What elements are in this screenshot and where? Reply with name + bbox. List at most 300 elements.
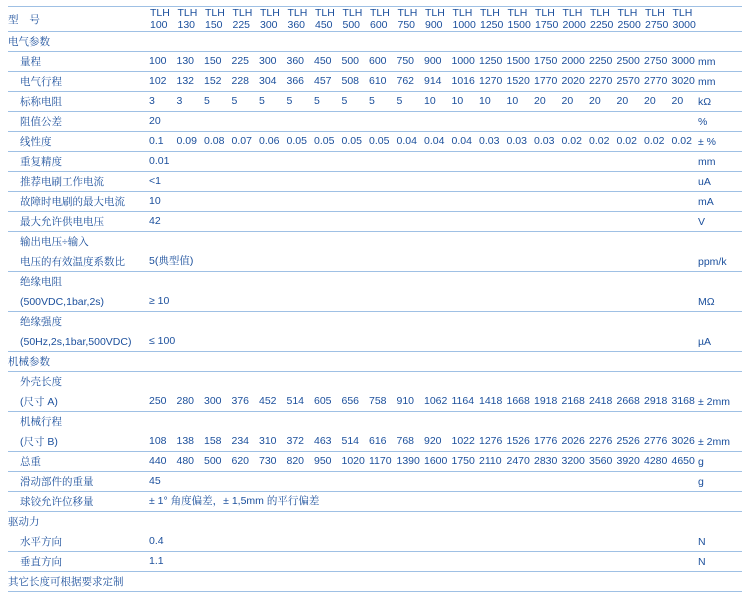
row-values xyxy=(148,132,698,152)
row-unit: ± 2mm xyxy=(698,392,742,412)
row-values xyxy=(148,392,698,412)
value-cell: 20 xyxy=(644,95,656,107)
row-values xyxy=(148,52,698,72)
table-row xyxy=(8,412,742,432)
value-row xyxy=(148,212,698,231)
row-values xyxy=(148,272,698,292)
row-values xyxy=(148,252,698,272)
model-cell: TLH 2750 xyxy=(645,7,669,31)
value-cell: 0.03 xyxy=(479,135,500,147)
section-mechanical-spacer xyxy=(148,352,698,372)
value-cell: 1164 xyxy=(451,395,475,407)
table-row-footer-note xyxy=(8,572,742,592)
value-cell: 300 xyxy=(204,395,222,407)
value-row xyxy=(148,552,698,571)
value-cell: 228 xyxy=(231,75,250,87)
value-cell: 0.07 xyxy=(231,135,252,147)
value-cell: 45 xyxy=(149,475,161,487)
value-cell: 130 xyxy=(176,55,195,67)
row-unit xyxy=(698,492,742,512)
footer-note: 其它长度可根据要求定制 xyxy=(8,572,742,592)
row-values xyxy=(148,312,698,332)
value-cell: 0.04 xyxy=(424,135,445,147)
value-cell: 1600 xyxy=(424,455,448,467)
row-unit: mm xyxy=(698,152,742,172)
table-row xyxy=(8,92,742,112)
value-cell: 20 xyxy=(616,95,629,107)
value-cell: 600 xyxy=(369,55,387,67)
value-cell: 225 xyxy=(231,55,250,67)
value-cell: 2168 xyxy=(561,395,585,407)
value-cell: 10 xyxy=(479,95,491,107)
row-label: 外壳长度 xyxy=(20,376,62,388)
table-row xyxy=(8,212,742,232)
table-row xyxy=(8,452,742,472)
row-unit: % xyxy=(698,112,742,132)
value-cell: 0.1 xyxy=(149,135,164,147)
row-label: 电压的有效温度系数比 xyxy=(8,252,148,272)
value-row xyxy=(148,492,698,511)
model-header-values xyxy=(148,7,698,32)
value-cell: 2668 xyxy=(616,395,640,407)
model-cell: TLH 300 xyxy=(260,7,280,31)
value-cell: 0.05 xyxy=(341,135,362,147)
row-unit: ppm/k xyxy=(698,252,742,272)
value-cell: <1 xyxy=(149,175,161,187)
value-cell: 250 xyxy=(149,395,167,407)
row-label: 重复精度 xyxy=(8,152,148,172)
value-cell: 616 xyxy=(369,435,387,447)
value-cell: 820 xyxy=(286,455,305,467)
value-cell: 304 xyxy=(259,75,277,87)
value-row xyxy=(148,172,698,191)
value-cell: 1526 xyxy=(506,435,530,447)
row-values xyxy=(148,492,698,512)
row-values xyxy=(148,452,698,472)
row-values xyxy=(148,112,698,132)
value-cell: 132 xyxy=(176,75,195,87)
model-cell: TLH 2250 xyxy=(590,7,614,31)
model-header-row xyxy=(148,7,698,31)
model-cell: TLH 2000 xyxy=(562,7,586,31)
section-title-electrical: 电气参数 xyxy=(8,32,148,52)
model-cell: TLH 500 xyxy=(342,7,363,31)
value-cell: ≥ 10 xyxy=(149,295,170,307)
value-cell: 758 xyxy=(369,395,387,407)
row-label: 标称电阻 xyxy=(8,92,148,112)
value-cell: 1276 xyxy=(479,435,503,447)
table-row xyxy=(8,252,742,272)
value-cell: 0.04 xyxy=(451,135,472,147)
value-row xyxy=(148,472,698,491)
row-label: 最大允许供电电压 xyxy=(8,212,148,232)
value-cell: 20 xyxy=(561,95,574,107)
row-label: 总重 xyxy=(8,452,148,472)
table-row xyxy=(8,72,742,92)
value-cell: 920 xyxy=(424,435,442,447)
value-cell: 1770 xyxy=(534,75,558,87)
row-label: 垂直方向 xyxy=(8,552,148,572)
value-cell: 0.09 xyxy=(176,135,197,147)
model-cell: TLH 900 xyxy=(425,7,445,31)
value-cell: 0.04 xyxy=(396,135,417,147)
value-cell: 3020 xyxy=(671,75,695,87)
section-electrical-spacer xyxy=(148,32,698,52)
row-unit: g xyxy=(698,472,742,492)
row-label: 电气行程 xyxy=(8,72,148,92)
row-label: 故障时电刷的最大电流 xyxy=(8,192,148,212)
table-row xyxy=(8,272,742,292)
value-cell: 376 xyxy=(231,395,250,407)
row-unit: ± % xyxy=(698,132,742,152)
value-cell: 20 xyxy=(589,95,601,107)
value-cell: 20 xyxy=(534,95,546,107)
value-cell: 500 xyxy=(341,55,360,67)
value-cell: 152 xyxy=(204,75,222,87)
value-cell: 0.02 xyxy=(589,135,610,147)
value-cell: 1520 xyxy=(506,75,530,87)
section-title-driving: 驱动力 xyxy=(8,516,40,528)
value-cell: 2250 xyxy=(589,55,613,67)
value-cell: 0.02 xyxy=(671,135,692,147)
row-label: 推荐电刷工作电流 xyxy=(8,172,148,192)
value-row xyxy=(148,152,698,171)
value-cell: 1000 xyxy=(451,55,475,67)
value-cell: 4650 xyxy=(671,455,695,467)
value-cell: 0.08 xyxy=(204,135,225,147)
value-row xyxy=(148,452,698,471)
table-row xyxy=(8,472,742,492)
model-cell: TLH 600 xyxy=(370,7,390,31)
value-cell: 310 xyxy=(259,435,277,447)
table-row xyxy=(8,532,742,552)
model-cell: TLH 1000 xyxy=(452,7,476,31)
row-label: 滑动部件的重量 xyxy=(8,472,148,492)
value-cell: 762 xyxy=(396,75,415,87)
table-row xyxy=(8,492,742,512)
row-values xyxy=(148,332,698,352)
row-unit xyxy=(698,372,742,392)
row-values xyxy=(148,372,698,392)
value-cell: 3 xyxy=(176,95,183,107)
row-unit: ± 2mm xyxy=(698,432,742,452)
value-cell: 0.02 xyxy=(644,135,665,147)
value-cell: 3000 xyxy=(671,55,695,67)
value-cell: 3168 xyxy=(671,395,695,407)
value-cell: 2770 xyxy=(644,75,668,87)
value-cell: 2418 xyxy=(589,395,613,407)
row-label: 线性度 xyxy=(8,132,148,152)
row-values xyxy=(148,152,698,172)
value-cell: 5 xyxy=(341,95,348,107)
value-cell: 0.03 xyxy=(506,135,527,147)
table-row-section-mechanical xyxy=(8,352,742,372)
model-cell: TLH 1250 xyxy=(480,7,504,31)
table-row xyxy=(8,432,742,452)
value-cell: 508 xyxy=(341,75,360,87)
row-unit xyxy=(698,232,742,252)
value-cell: 100 xyxy=(149,55,167,67)
row-unit: kΩ xyxy=(698,92,742,112)
row-values xyxy=(148,292,698,312)
value-cell: 0.02 xyxy=(616,135,637,147)
value-row xyxy=(148,132,698,151)
row-unit: N xyxy=(698,532,742,552)
value-row xyxy=(148,252,698,271)
value-cell: 1500 xyxy=(506,55,530,67)
table-row xyxy=(8,112,742,132)
value-cell: 1418 xyxy=(479,395,503,407)
value-cell: 234 xyxy=(231,435,250,447)
value-cell: 2020 xyxy=(561,75,585,87)
row-unit: uA xyxy=(698,172,742,192)
row-values xyxy=(148,212,698,232)
row-values xyxy=(148,532,698,552)
value-cell: 2270 xyxy=(589,75,613,87)
value-cell: 10 xyxy=(149,195,161,207)
value-row xyxy=(148,192,698,211)
value-row xyxy=(148,112,698,131)
row-label: (50Hz,2s,1bar,500VDC) xyxy=(8,332,148,352)
value-cell: 2830 xyxy=(534,455,558,467)
value-cell: 20 xyxy=(149,115,161,127)
value-cell: 3200 xyxy=(561,455,585,467)
model-cell: TLH 1500 xyxy=(507,7,531,31)
row-values xyxy=(148,412,698,432)
value-cell: 656 xyxy=(341,395,360,407)
value-cell: 1750 xyxy=(451,455,475,467)
row-unit: mm xyxy=(698,52,742,72)
row-values xyxy=(148,552,698,572)
value-cell: 5 xyxy=(259,95,265,107)
value-cell: 1270 xyxy=(479,75,503,87)
value-cell: 138 xyxy=(176,435,195,447)
value-cell: 2470 xyxy=(506,455,530,467)
value-cell: 3 xyxy=(149,95,155,107)
section-driving-spacer xyxy=(148,512,698,532)
value-cell: 2776 xyxy=(644,435,668,447)
value-cell: 3920 xyxy=(616,455,640,467)
row-label: 输出电压÷输入 xyxy=(20,236,89,248)
value-row xyxy=(148,432,698,451)
row-label: (尺寸 A) xyxy=(8,392,148,412)
value-cell: 3560 xyxy=(589,455,613,467)
value-cell: 610 xyxy=(369,75,387,87)
model-cell: TLH 150 xyxy=(205,7,225,31)
table-row-section-electrical xyxy=(8,32,742,52)
value-cell: 10 xyxy=(451,95,464,107)
value-cell: 2026 xyxy=(561,435,585,447)
value-cell: 10 xyxy=(506,95,519,107)
row-label: (尺寸 B) xyxy=(8,432,148,452)
value-cell: 2000 xyxy=(561,55,585,67)
value-cell: 1390 xyxy=(396,455,420,467)
value-cell: 300 xyxy=(259,55,277,67)
table-row xyxy=(8,232,742,252)
value-cell: 914 xyxy=(424,75,442,87)
row-unit xyxy=(698,312,742,332)
row-label: 绝缘强度 xyxy=(20,316,62,328)
model-cell: TLH 360 xyxy=(287,7,308,31)
value-cell: 108 xyxy=(149,435,167,447)
value-row xyxy=(148,92,698,111)
value-cell: 620 xyxy=(231,455,250,467)
value-cell: 5 xyxy=(396,95,403,107)
table-row xyxy=(8,52,742,72)
value-cell: 2110 xyxy=(479,455,502,467)
value-cell: 730 xyxy=(259,455,277,467)
table-row xyxy=(8,392,742,412)
value-cell: 150 xyxy=(204,55,222,67)
value-cell: 2918 xyxy=(644,395,668,407)
value-cell: 514 xyxy=(341,435,360,447)
row-unit: mm xyxy=(698,72,742,92)
table-row xyxy=(8,312,742,332)
row-values xyxy=(148,432,698,452)
value-cell: 500 xyxy=(204,455,222,467)
row-values xyxy=(148,92,698,112)
value-cell: 452 xyxy=(259,395,277,407)
row-unit: g xyxy=(698,452,742,472)
table-row xyxy=(8,132,742,152)
section-electrical-unit xyxy=(698,32,742,52)
value-cell: 1918 xyxy=(534,395,558,407)
value-cell: 1750 xyxy=(534,55,558,67)
value-cell: 20 xyxy=(671,95,684,107)
table-row xyxy=(8,552,742,572)
model-header-label: 型 号 xyxy=(8,7,148,32)
value-cell: ± 1° 角度偏差，± 1,5mm 的平行偏差 xyxy=(149,495,320,507)
value-cell: 0.03 xyxy=(534,135,555,147)
row-unit xyxy=(698,412,742,432)
row-label: (500VDC,1bar,2s) xyxy=(8,292,148,312)
value-cell: 1668 xyxy=(506,395,530,407)
row-label: 阻值公差 xyxy=(8,112,148,132)
model-header-unit xyxy=(698,7,742,32)
value-cell: 514 xyxy=(286,395,305,407)
model-cell: TLH 750 xyxy=(397,7,418,31)
row-values xyxy=(148,172,698,192)
value-cell: 768 xyxy=(396,435,415,447)
value-cell: 450 xyxy=(314,55,332,67)
model-cell: TLH 1750 xyxy=(535,7,559,31)
value-row xyxy=(148,72,698,91)
row-unit: MΩ xyxy=(698,292,742,312)
row-unit: µA xyxy=(698,332,742,352)
value-cell: 0.05 xyxy=(314,135,335,147)
value-cell: 158 xyxy=(204,435,222,447)
value-cell: 0.01 xyxy=(149,155,170,167)
value-cell: 900 xyxy=(424,55,442,67)
value-cell: 750 xyxy=(396,55,415,67)
row-label: 机械行程 xyxy=(20,416,62,428)
row-values xyxy=(148,72,698,92)
value-cell: 2570 xyxy=(616,75,640,87)
value-cell: 1022 xyxy=(451,435,475,447)
row-unit xyxy=(698,272,742,292)
row-values xyxy=(148,232,698,252)
value-cell: 1250 xyxy=(479,55,503,67)
section-driving-unit xyxy=(698,512,742,532)
value-cell: 5 xyxy=(231,95,238,107)
section-mechanical-unit xyxy=(698,352,742,372)
value-cell: 366 xyxy=(286,75,305,87)
table-row-model-header xyxy=(8,7,742,32)
value-cell: 2276 xyxy=(589,435,613,447)
value-cell: 3026 xyxy=(671,435,695,447)
value-cell: 102 xyxy=(149,75,167,87)
value-cell: 910 xyxy=(396,395,415,407)
row-values xyxy=(148,472,698,492)
value-cell: 480 xyxy=(176,455,195,467)
value-row xyxy=(148,392,698,411)
value-cell: 10 xyxy=(424,95,436,107)
value-cell: 4280 xyxy=(644,455,668,467)
table-row xyxy=(8,192,742,212)
model-cell: TLH 225 xyxy=(232,7,253,31)
row-unit: mA xyxy=(698,192,742,212)
model-cell: TLH 130 xyxy=(177,7,198,31)
row-label: 水平方向 xyxy=(8,532,148,552)
value-cell: 2500 xyxy=(616,55,640,67)
value-cell: 280 xyxy=(176,395,195,407)
table-row xyxy=(8,172,742,192)
value-row xyxy=(148,52,698,71)
row-label: 量程 xyxy=(8,52,148,72)
value-cell: 5 xyxy=(369,95,375,107)
value-cell: 5 xyxy=(286,95,293,107)
value-cell: 5(典型值) xyxy=(149,255,194,267)
value-cell: 5 xyxy=(204,95,210,107)
value-cell: 950 xyxy=(314,455,332,467)
value-cell: 0.05 xyxy=(286,135,307,147)
section-title-mechanical: 机械参数 xyxy=(8,352,148,372)
value-cell: 0.02 xyxy=(561,135,582,147)
model-cell: TLH 3000 xyxy=(672,7,696,31)
model-cell: TLH 2500 xyxy=(617,7,641,31)
value-row xyxy=(148,532,698,551)
row-unit: V xyxy=(698,212,742,232)
table-row xyxy=(8,372,742,392)
value-cell: 457 xyxy=(314,75,332,87)
specification-table xyxy=(8,6,742,592)
value-row xyxy=(148,332,698,351)
row-label: 绝缘电阻 xyxy=(20,276,62,288)
table-row-section-driving xyxy=(8,512,742,532)
value-cell: 2526 xyxy=(616,435,640,447)
value-cell: 2750 xyxy=(644,55,668,67)
value-cell: 42 xyxy=(149,215,161,227)
model-cell: TLH 100 xyxy=(150,7,170,31)
model-cell: TLH 450 xyxy=(315,7,335,31)
value-cell: 1.1 xyxy=(149,555,164,567)
value-cell: 463 xyxy=(314,435,332,447)
value-cell: 1170 xyxy=(369,455,392,467)
value-cell: 372 xyxy=(286,435,305,447)
row-label: 球铰允许位移量 xyxy=(8,492,148,512)
table-row xyxy=(8,152,742,172)
value-cell: 5 xyxy=(314,95,320,107)
value-cell: 1016 xyxy=(451,75,475,87)
value-cell: 0.4 xyxy=(149,535,164,547)
table-body xyxy=(8,7,742,592)
row-unit: N xyxy=(698,552,742,572)
value-cell: 1776 xyxy=(534,435,558,447)
table-row xyxy=(8,332,742,352)
table-row xyxy=(8,292,742,312)
value-cell: 360 xyxy=(286,55,305,67)
value-cell: 0.05 xyxy=(369,135,390,147)
